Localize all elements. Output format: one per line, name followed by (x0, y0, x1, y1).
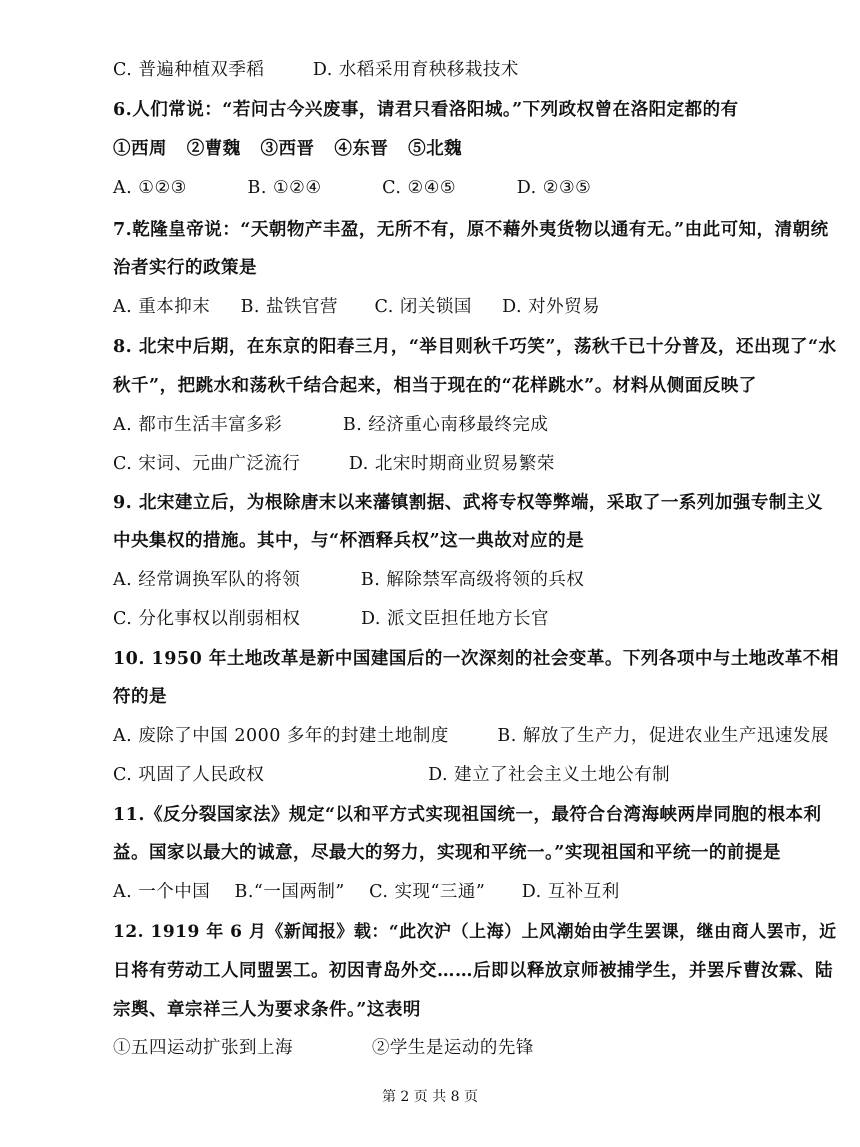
q6-items: ①西周 ②曹魏 ③西晋 ④东晋 ⑤北魏 (113, 139, 463, 159)
q11-stem-line1: 11.《反分裂国家法》规定“以和平方式实现祖国统一，最符合台湾海峡两岸同胞的根本利 (113, 805, 822, 825)
q10-options-ab: A. 废除了中国 2000 多年的封建土地制度 B. 解放了生产力，促进农业生产迅速发展 (113, 726, 829, 746)
q6-options: A. ①②③ B. ①②④ C. ②④⑤ D. ②③⑤ (113, 178, 592, 198)
q12-stem-line2: 日将有劳动工人同盟罢工。初因青岛外交……后即以释放京师被捕学生，并罢斥曹汝霖、陆 (113, 961, 833, 981)
q8-options-cd: C. 宋词、元曲广泛流行 D. 北宋时期商业贸易繁荣 (113, 454, 555, 474)
q10-options-cd: C. 巩固了人民政权 D. 建立了社会主义土地公有制 (113, 765, 671, 785)
q9-stem-line1: 9. 北宋建立后，为根除唐末以来藩镇割据、武将专权等弊端，采取了一系列加强专制主义 (113, 493, 823, 513)
q10-stem-line1: 10. 1950 年土地改革是新中国建国后的一次深刻的社会变革。下列各项中与土地改革不相 (113, 649, 839, 669)
q12-stem-line3: 宗舆、章宗祥三人为要求条件。”这表明 (113, 1000, 421, 1020)
q9-options-ab: A. 经常调换军队的将领 B. 解除禁军高级将领的兵权 (113, 570, 585, 590)
q10-stem-line2: 符的是 (113, 687, 167, 707)
q6-stem: 6.人们常说：“若问古今兴废事，请君只看洛阳城。”下列政权曾在洛阳定都的有 (113, 100, 739, 120)
q11-options: A. 一个中国 B.“一国两制” C. 实现“三通” D. 互补互利 (113, 882, 620, 902)
q7-stem-line2: 治者实行的政策是 (113, 258, 257, 278)
q7-options: A. 重本抑末 B. 盐铁官营 C. 闭关锁国 D. 对外贸易 (113, 297, 601, 317)
q7-stem-line1: 7.乾隆皇帝说：“天朝物产丰盈，无所不有，原不藉外夷货物以通有无。”由此可知，清朝统 (113, 220, 829, 240)
page-footer: 第 2 页 共 8 页 (381, 1089, 479, 1105)
q5-options-cd: C. 普遍种植双季稻 D. 水稻采用育秧移栽技术 (113, 60, 519, 80)
q11-stem-line2: 益。国家以最大的诚意，尽最大的努力，实现和平统一。”实现祖国和平统一的前提是 (113, 843, 781, 863)
q12-items: ①五四运动扩张到上海 ②学生是运动的先锋 (113, 1038, 534, 1058)
q8-stem-line1: 8. 北宋中后期，在东京的阳春三月，“举目则秋千巧笑”，荡秋千已十分普及，还出现了“水 (113, 337, 837, 357)
q8-stem-line2: 秋千”，把跳水和荡秋千结合起来，相当于现在的“花样跳水”。材料从侧面反映了 (113, 376, 757, 396)
q8-options-ab: A. 都市生活丰富多彩 B. 经济重心南移最终完成 (113, 415, 549, 435)
q9-stem-line2: 中央集权的措施。其中，与“杯酒释兵权”这一典故对应的是 (113, 531, 585, 551)
q12-stem-line1: 12. 1919 年 6 月《新闻报》载：“此次沪（上海）上风潮始由学生罢课，继由商人罢市，近 (113, 922, 837, 942)
q9-options-cd: C. 分化事权以削弱相权 D. 派文臣担任地方长官 (113, 609, 550, 629)
